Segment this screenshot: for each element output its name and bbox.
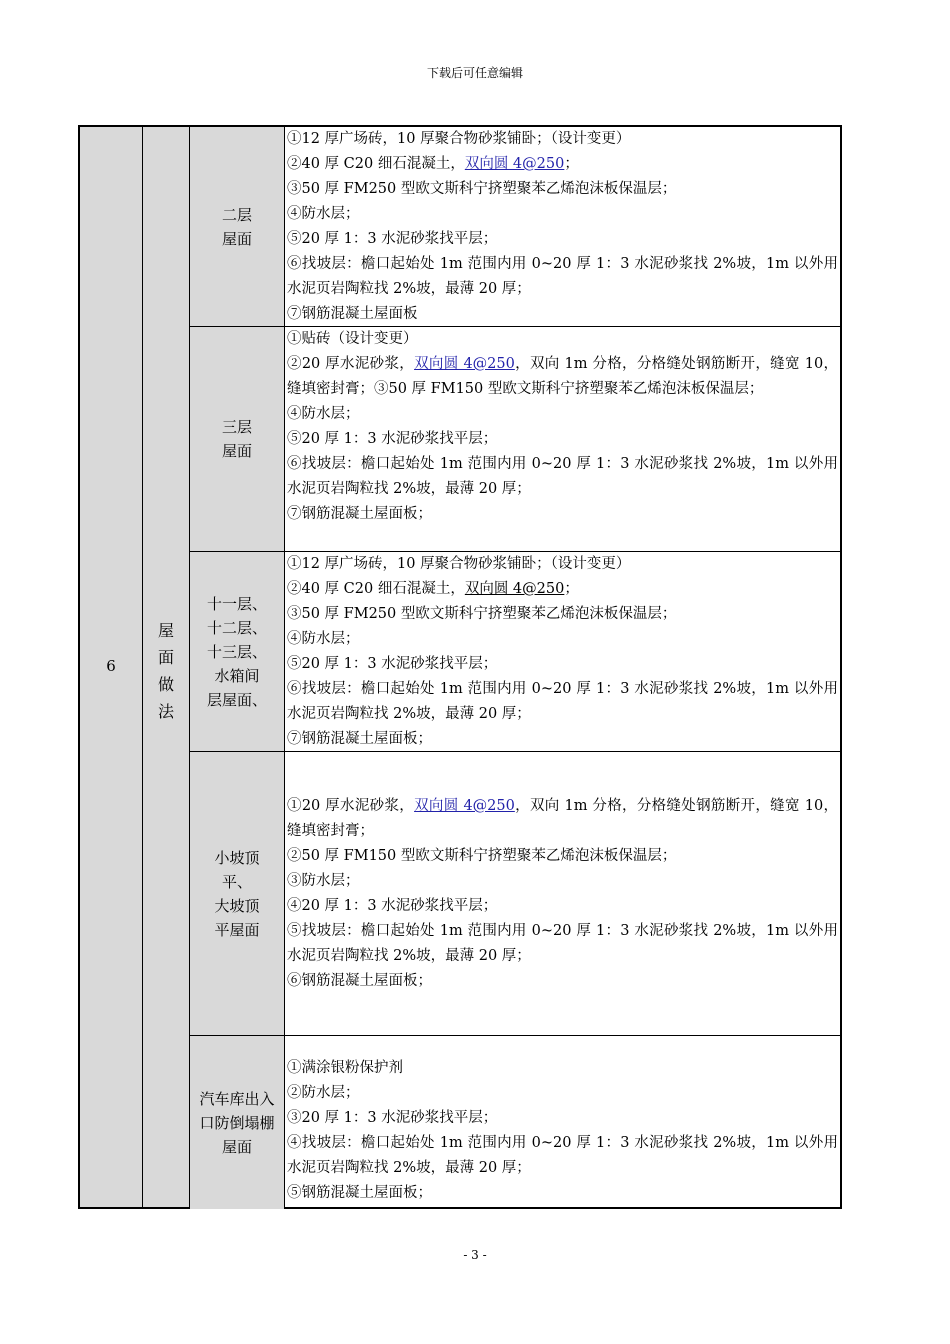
- section-title-cell: [190, 1036, 285, 1209]
- spec-line: ⑥找坡层：檐口起始处 1m 范围内用 0~20 厚 1：3 水泥砂浆找 2%坡，1m 以外用水泥页岩陶粒找 2%坡，最薄 20 厚；: [287, 256, 838, 297]
- section-row: [190, 327, 840, 552]
- section-content: [285, 327, 840, 551]
- rebar-link[interactable]: 双向圆 4@250: [464, 156, 565, 172]
- spec-line: ⑥找坡层：檐口起始处 1m 范围内用 0~20 厚 1：3 水泥砂浆找 2%坡，1m 以外用水泥页岩陶粒找 2%坡，最薄 20 厚；: [287, 681, 838, 722]
- spec-line: ⑤找坡层：檐口起始处 1m 范围内用 0~20 厚 1：3 水泥砂浆找 2%坡，1m 以外用水泥页岩陶粒找 2%坡，最薄 20 厚；: [287, 923, 838, 964]
- section-row: [190, 127, 840, 327]
- spec-line: ⑦钢筋混凝土屋面板；: [287, 731, 432, 747]
- spec-line: ⑤钢筋混凝土屋面板；: [287, 1185, 432, 1201]
- section-title: 十一层、 十二层、 十三层、 水箱间 层屋面、: [206, 594, 267, 709]
- spec-line: ②40 厚 C20 细石混凝土，双向圆 4@250；: [287, 581, 579, 597]
- spec-line: ⑤20 厚 1：3 水泥砂浆找平层；: [287, 231, 498, 247]
- spec-line: ①12 厚广场砖，10 厚聚合物砂浆铺卧；（设计变更）: [287, 131, 631, 147]
- spec-line: ④找坡层：檐口起始处 1m 范围内用 0~20 厚 1：3 水泥砂浆找 2%坡，1m 以外用水泥页岩陶粒找 2%坡，最薄 20 厚；: [287, 1135, 838, 1176]
- rebar-link[interactable]: 双向圆 4@250: [414, 798, 515, 814]
- spec-line: ③50 厚 FM250 型欧文斯科宁挤塑聚苯乙烯泡沫板保温层；: [287, 606, 677, 622]
- section-row: [190, 752, 840, 1036]
- row-number-cell: [80, 127, 143, 1207]
- spec-line: ⑥钢筋混凝土屋面板；: [287, 973, 432, 989]
- row-number: 6: [106, 657, 116, 675]
- category-cell: [143, 127, 190, 1207]
- category-label: 屋 面 做 法: [157, 621, 174, 721]
- section-title: 三层 屋面: [221, 418, 252, 460]
- spec-line: ④防水层；: [287, 406, 360, 422]
- section-title-cell: [190, 327, 285, 551]
- spec-line: ⑥找坡层：檐口起始处 1m 范围内用 0~20 厚 1：3 水泥砂浆找 2%坡，1m 以外用水泥页岩陶粒找 2%坡，最薄 20 厚；: [287, 456, 838, 497]
- spec-line: ④防水层；: [287, 206, 360, 222]
- spec-line: ②50 厚 FM150 型欧文斯科宁挤塑聚苯乙烯泡沫板保温层；: [287, 848, 677, 864]
- section-title: 二层 屋面: [221, 205, 252, 248]
- spec-line: ②40 厚 C20 细石混凝土，双向圆 4@250；: [287, 156, 579, 172]
- spec-line: ②20 厚水泥砂浆，双向圆 4@250，双向 1m 分格，分格缝处钢筋断开，缝宽 10，缝填密封膏；③50 厚 FM150 型欧文斯科宁挤塑聚苯乙烯泡沫板保温层；: [287, 356, 838, 397]
- section-row: [190, 1036, 840, 1209]
- section-title-cell: [190, 127, 285, 326]
- spec-line: ①12 厚广场砖，10 厚聚合物砂浆铺卧；（设计变更）: [287, 556, 631, 572]
- section-content: [285, 552, 840, 751]
- spec-line: ①20 厚水泥砂浆，双向圆 4@250，双向 1m 分格，分格缝处钢筋断开，缝宽 10，缝填密封膏；: [287, 798, 838, 839]
- section-row: [190, 552, 840, 752]
- page-number: - 3 -: [463, 1248, 487, 1262]
- spec-line: ④20 厚 1：3 水泥砂浆找平层；: [287, 898, 498, 914]
- section-title-cell: [190, 752, 285, 1035]
- spec-line: ④防水层；: [287, 631, 360, 647]
- spec-line: ⑦钢筋混凝土屋面板: [287, 306, 418, 322]
- spec-line: ⑤20 厚 1：3 水泥砂浆找平层；: [287, 431, 498, 447]
- spec-line: ③防水层；: [287, 873, 360, 889]
- section-content: [285, 1036, 840, 1209]
- spec-line: ③50 厚 FM250 型欧文斯科宁挤塑聚苯乙烯泡沫板保温层；: [287, 181, 677, 197]
- spec-line: ③20 厚 1：3 水泥砂浆找平层；: [287, 1110, 498, 1126]
- spec-line: ①贴砖（设计变更）: [287, 331, 418, 347]
- roof-spec-table: [78, 125, 842, 1209]
- section-content: [285, 752, 840, 1035]
- rebar-link[interactable]: 双向圆 4@250: [414, 356, 515, 372]
- spec-line: ⑤20 厚 1：3 水泥砂浆找平层；: [287, 656, 498, 672]
- spec-line: ①满涂银粉保护剂: [287, 1060, 403, 1076]
- rebar-link[interactable]: 双向圆 4@250: [464, 581, 565, 597]
- spec-line: ②防水层；: [287, 1085, 360, 1101]
- section-content: [285, 127, 840, 326]
- section-title-cell: [190, 552, 285, 751]
- section-title: 小坡顶 平、 大坡顶 平屋面: [214, 848, 260, 939]
- spec-line: ⑦钢筋混凝土屋面板；: [287, 506, 432, 522]
- page-header: 下载后可任意编辑: [426, 66, 523, 80]
- section-title: 汽车库出入 口防倒塌棚 屋面: [199, 1089, 275, 1156]
